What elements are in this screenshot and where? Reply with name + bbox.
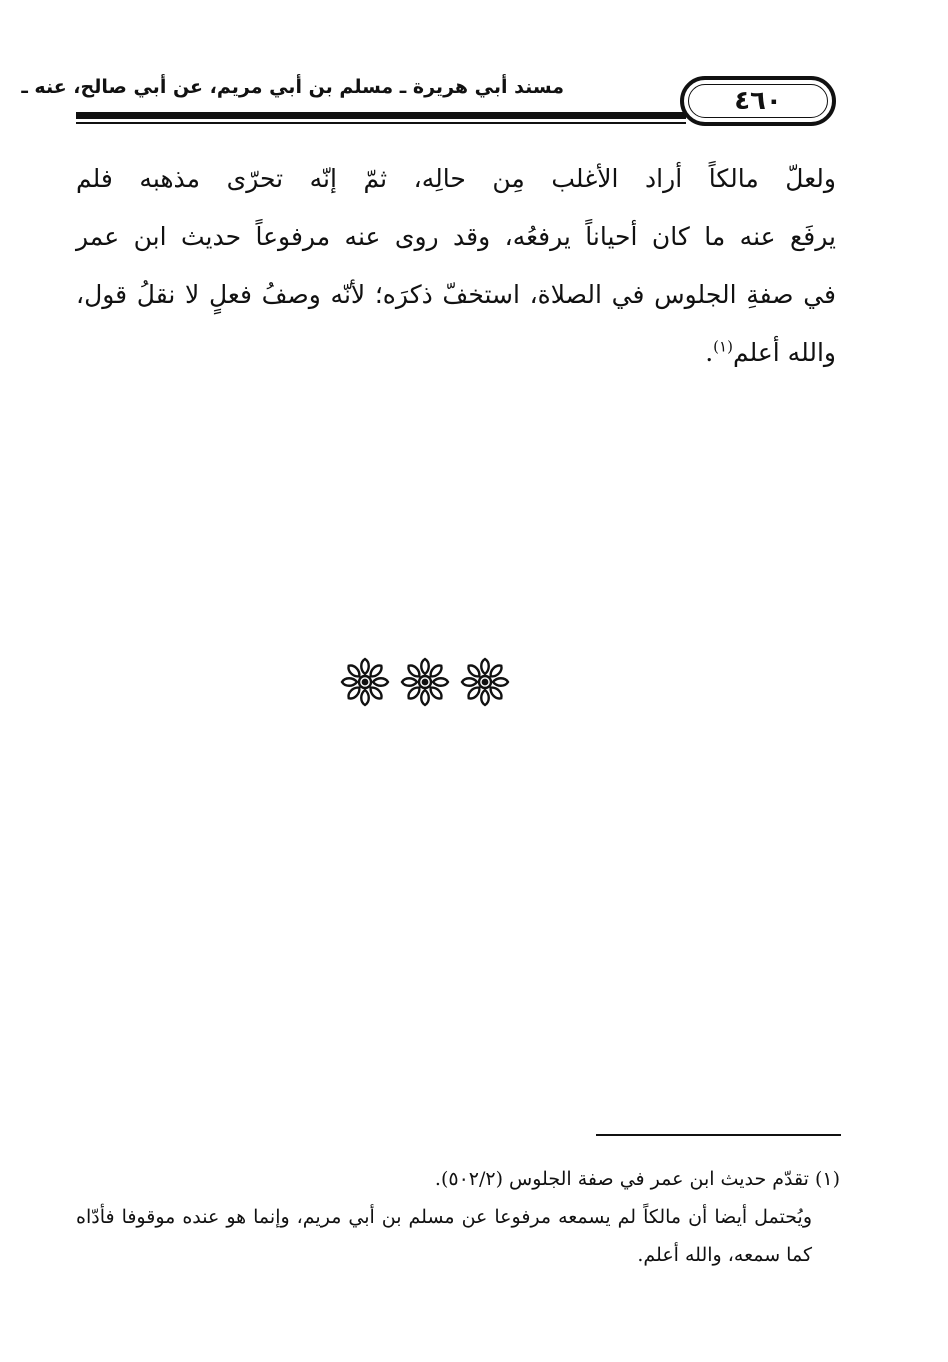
header-rule-thick — [76, 112, 686, 119]
main-text-end-punct: . — [705, 338, 714, 367]
main-text-line-3: في صفةِ الجلوس في الصلاة، استخفّ ذكرَه؛ لأنّه وصفُ فعلٍ لا نقلُ قول، — [76, 280, 836, 309]
footnote-marker: (١) — [713, 337, 733, 356]
eight-petal-flower-icon — [400, 657, 450, 711]
main-text-line-2: يرفَع عنه ما كان أحياناً يرفعُه، وقد روى عنه مرفوعاً حديث ابن عمر — [76, 222, 836, 251]
footnote-line-1: (١) تقدّم حديث ابن عمر في صفة الجلوس (٥٠٢/٢). — [434, 1168, 840, 1190]
page-number: ٤٦٠ — [734, 86, 782, 116]
main-text — [76, 150, 836, 382]
header-rule-thin — [76, 122, 686, 124]
footnote-line-2: ويُحتمل أيضا أن مالكاً لم يسمعه مرفوعا عن مسلم بن أبي مريم، وإنما هو عنده موقوفا فأدّاه — [76, 1206, 812, 1228]
running-header — [21, 66, 846, 128]
section-divider-ornament — [340, 656, 510, 712]
eight-petal-flower-icon — [340, 657, 390, 711]
footnote-separator — [596, 1134, 841, 1136]
header-title: مسند أبي هريرة ـ مسلم بن أبي مريم، عن أبي صالح، عنه ـ — [21, 76, 564, 98]
main-text-line-4 — [76, 324, 836, 382]
page-number-badge — [680, 76, 836, 126]
footnote-line-3: كما سمعه، والله أعلم. — [637, 1244, 812, 1266]
main-text-line-4-text: والله أعلم — [732, 338, 836, 367]
main-text-line-1: ولعلّ مالكاً أراد الأغلب مِن حالِه، ثمّ إنّه تحرّى مذهبه فلم — [76, 164, 836, 193]
footnotes — [76, 1160, 840, 1274]
eight-petal-flower-icon — [460, 657, 510, 711]
